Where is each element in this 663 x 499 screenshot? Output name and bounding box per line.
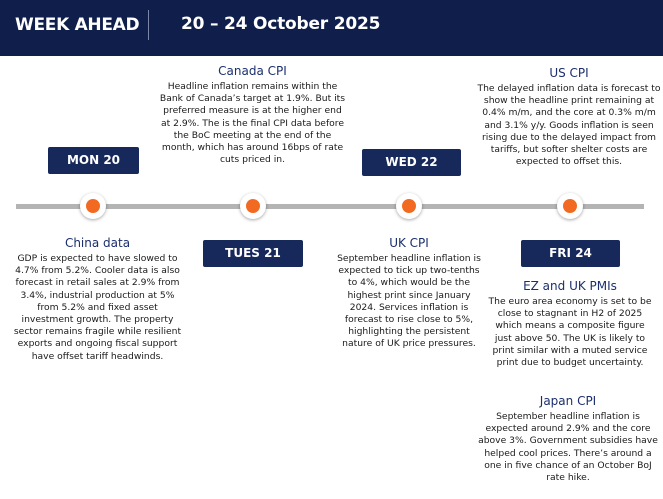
timeline-dot	[246, 199, 260, 213]
timeline-dot	[86, 199, 100, 213]
event-uk-cpi	[334, 236, 484, 351]
day-label-fri: FRI 24	[521, 240, 620, 267]
event-body: GDP is expected to have slowed to 4.7% from 5.2%. Cooler data is also forecast in retail sales at 2.9% from 3.4%, industrial production at 5% from 5.2% and fixed asset investment growth. The property sector remains fragile while resilient exports and ongoing fiscal support have offset tariff headwinds.	[13, 253, 182, 362]
header-dates: 20 – 24 October 2025	[181, 14, 381, 34]
timeline-node-mon	[80, 193, 106, 219]
timeline-node-wed	[396, 193, 422, 219]
event-us-cpi	[476, 66, 662, 168]
event-canada-cpi	[159, 64, 346, 166]
event-title: Japan CPI	[539, 394, 597, 408]
event-ez-uk-pmis	[486, 279, 654, 369]
event-body: September headline inflation is expected to tick up two-tenths to 4%, which would be the highest print since January 2024. Services inflation is forecast to rise close to 5%, highlighting the persistent nature of UK price pressures.	[337, 253, 481, 350]
event-title: US CPI	[549, 66, 589, 80]
timeline-node-fri	[557, 193, 583, 219]
timeline-dot	[402, 199, 416, 213]
event-title: China data	[64, 236, 131, 250]
event-body: The euro area economy is set to be close to stagnant in H2 of 2025 which means a composite figure just above 50. The UK is likely to print similar with a muted service print due to budget uncertainty.	[488, 296, 652, 369]
event-body: The delayed inflation data is forecast to show the headline print remaining at 0.4% m/m, and the core at 0.3% m/m and 3.1% y/y. Goods inflation is seen rising due to the delayed impact from tariffs, but softer shelter costs are expected to offset this.	[477, 83, 661, 168]
event-title: EZ and UK PMIs	[523, 279, 617, 293]
timeline-node-tue	[240, 193, 266, 219]
event-body: September headline inflation is expected around 2.9% and the core above 3%. Government subsidies have helped cool prices. There’s around a one in five chance of an October BoJ rate hike.	[478, 411, 658, 484]
header-divider	[148, 10, 149, 40]
header-banner	[0, 0, 663, 56]
timeline-dot	[563, 199, 577, 213]
day-label-tue: TUES 21	[203, 240, 303, 267]
event-body: Headline inflation remains within the Bank of Canada’s target at 1.9%. But its preferred measure is at the higher end at 2.9%. The is the final CPI data before the BoC meeting at the end of the month, which has around 16bps of rate cuts priced in.	[159, 81, 346, 166]
timeline-line	[16, 204, 644, 209]
header-title: WEEK AHEAD	[15, 15, 140, 35]
day-label-wed: WED 22	[362, 149, 461, 176]
event-title: UK CPI	[389, 236, 429, 250]
day-label-mon: MON 20	[48, 147, 139, 174]
event-title: Canada CPI	[218, 64, 287, 78]
event-china-data	[10, 236, 185, 363]
event-japan-cpi	[478, 394, 658, 484]
